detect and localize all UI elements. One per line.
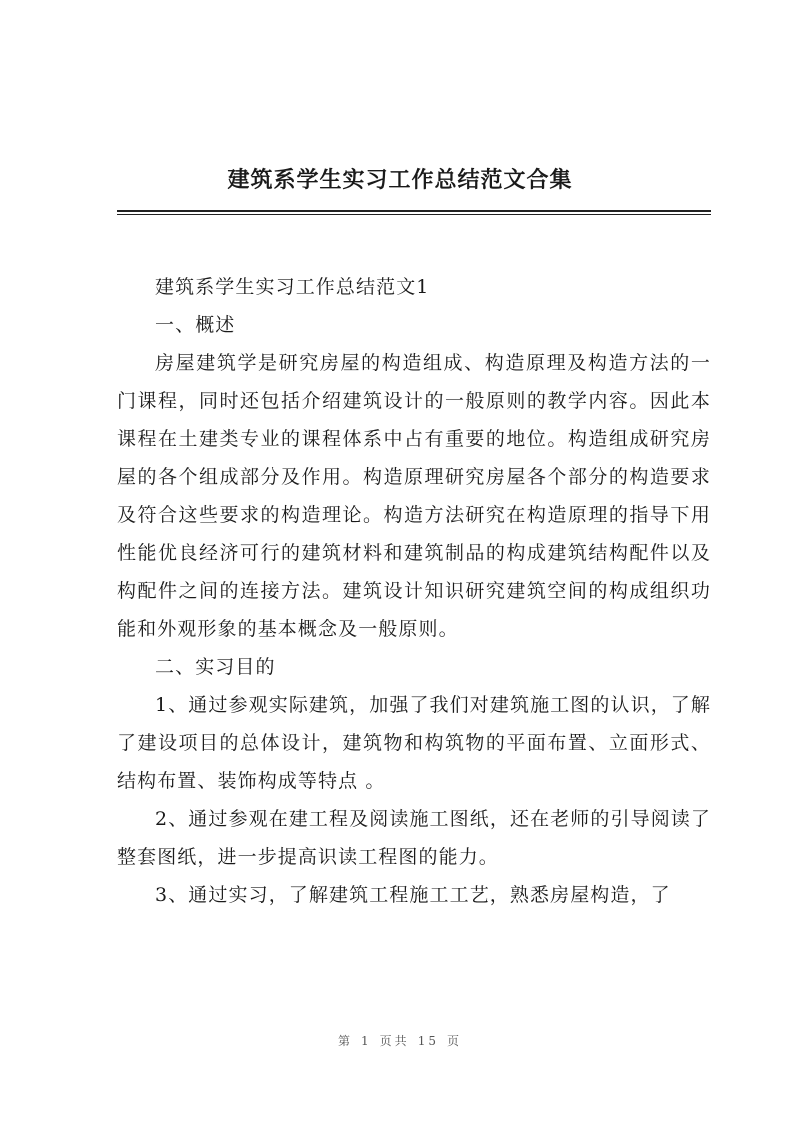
paragraph: 1、通过参观实际建筑，加强了我们对建筑施工图的认识，了解了建设项目的总体设计，建筑物和构筑物的平面布置、立面形式、结构布置、装饰构成等特点 。 xyxy=(117,694,711,792)
footer-page-middle: 页共 xyxy=(379,1034,410,1048)
footer-page-number: 1 xyxy=(361,1034,372,1048)
document-body xyxy=(117,268,711,914)
footer-page-prefix: 第 xyxy=(338,1034,354,1048)
title-divider xyxy=(117,210,711,212)
paragraph: 2、通过参观在建工程及阅读施工图纸，还在老师的引导阅读了整套图纸，进一步提高识读工程图的能力。 xyxy=(117,808,711,868)
document-title: 建筑系学生实习工作总结范文合集 xyxy=(227,167,573,193)
paragraph: 3、通过实习，了解建筑工程施工工艺，熟悉房屋构造，了 xyxy=(155,884,671,906)
section-heading: 建筑系学生实习工作总结范文1 xyxy=(155,276,430,298)
subsection-heading: 一、概述 xyxy=(155,314,236,336)
subsection-heading: 二、实习目的 xyxy=(155,656,276,678)
footer-total-pages: 15 xyxy=(417,1034,439,1048)
title-divider-thin xyxy=(117,214,711,215)
paragraph: 房屋建筑学是研究房屋的构造组成、构造原理及构造方法的一门课程，同时还包括介绍建筑设计的一般原则的教学内容。因此本课程在土建类专业的课程体系中占有重要的地位。构造组成研究房屋的各个组成部分及作用。构造原理研究房屋各个部分的构造要求及符合这些要求的构造理论。构造方法研究在构造原理的指导下用性能优良经济可行的建筑材料和建筑制品的构成建筑结构配件以及构配件之间的连接方法。建筑设计知识研究建筑空间的构成组织功能和外观形象的基本概念及一般原则。 xyxy=(117,352,711,640)
footer-page-suffix: 页 xyxy=(446,1034,462,1048)
page-footer xyxy=(0,1032,800,1050)
